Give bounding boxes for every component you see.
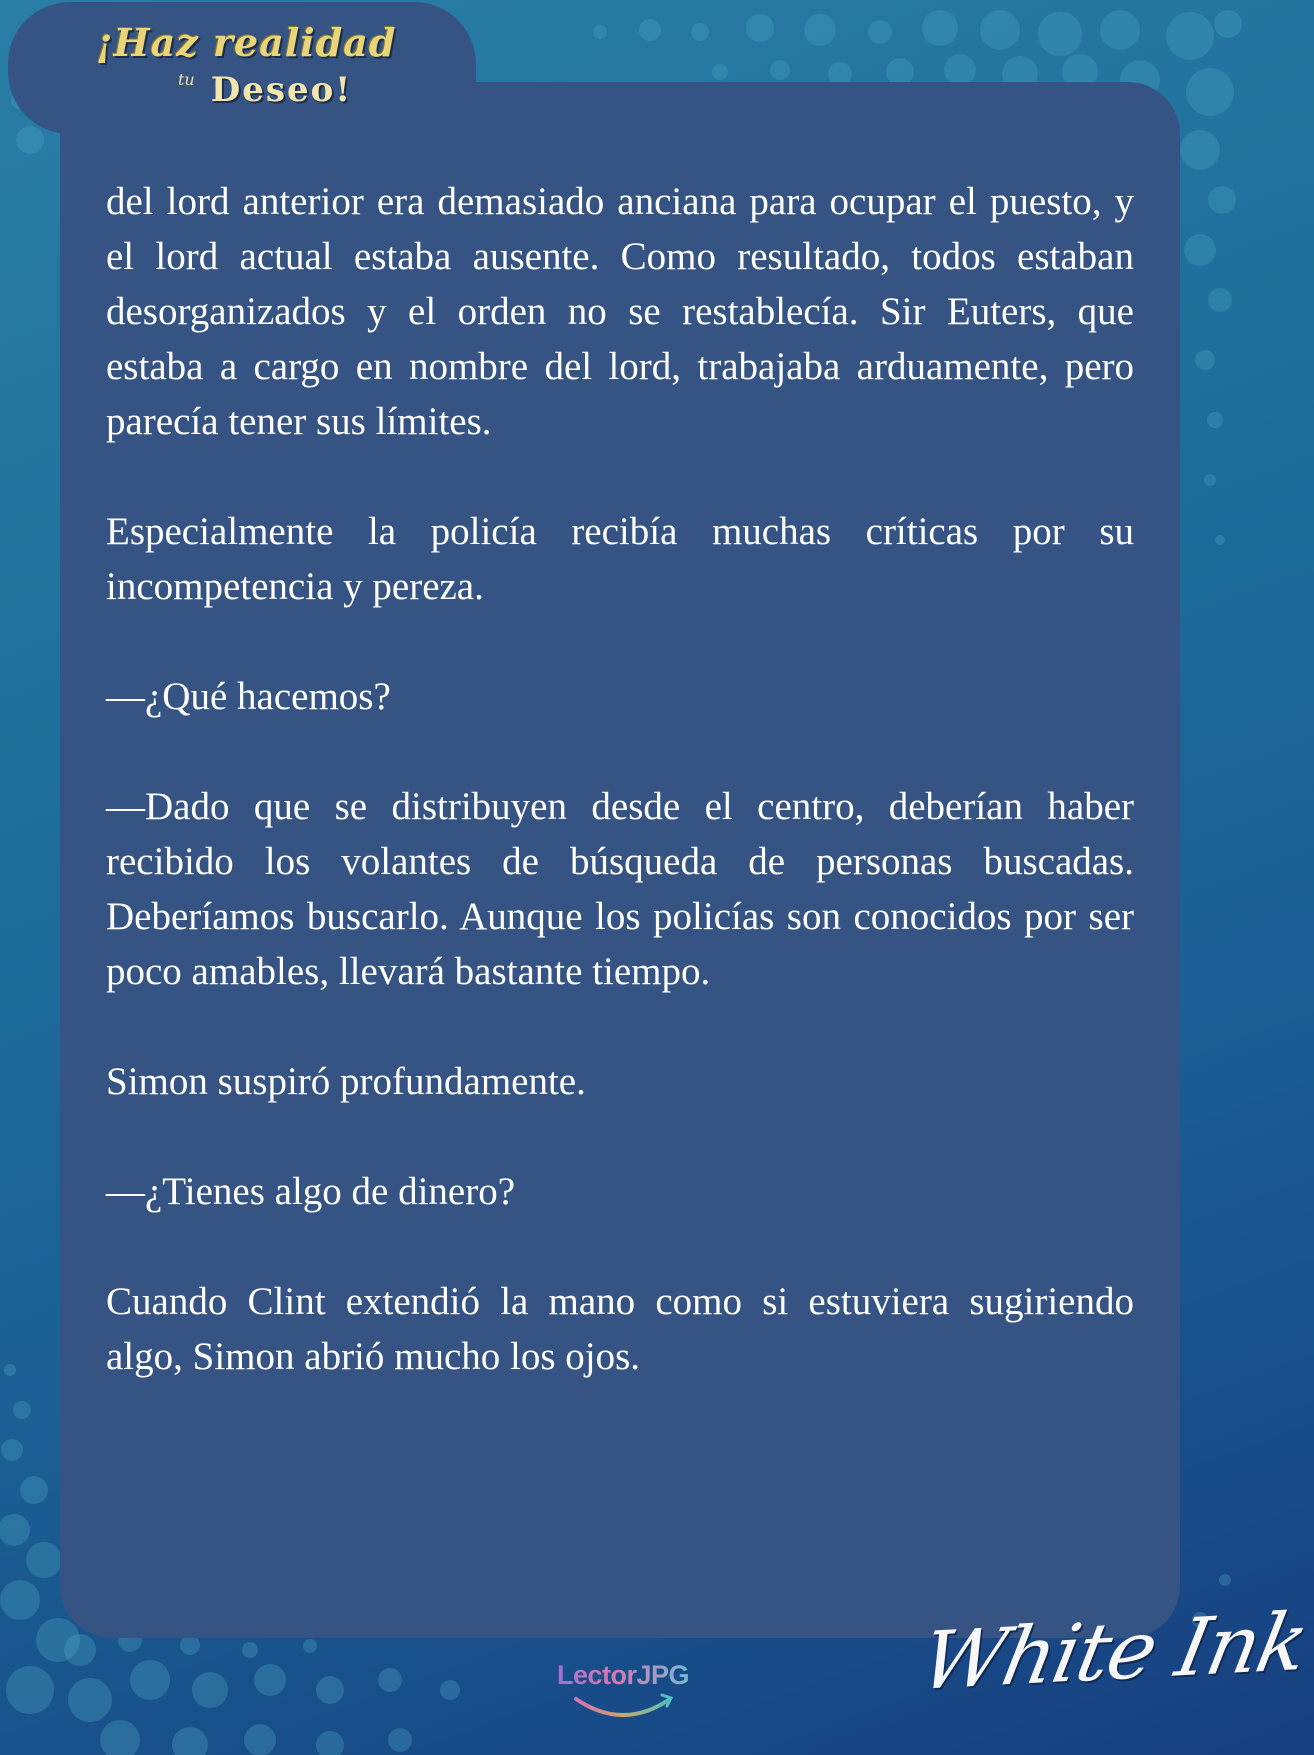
paragraph: —¿Tienes algo de dinero? [106, 1170, 516, 1213]
logo-haz-realidad-tu-deseo [60, 8, 400, 128]
smile-arc-icon [568, 1691, 678, 1725]
paragraph: —Dado que se distribuyen desde el centro, deberían haber recibido los volantes de búsqueda de personas buscadas. Deberíamos buscarlo. Aunque los policías son conocidos por ser poco amables, llevará bastante tiempo. [106, 785, 1134, 993]
paragraph: —¿Qué hacemos? [106, 675, 391, 718]
white-ink-signature: White Ink [913, 1595, 1314, 1708]
logo-line-2 [178, 70, 352, 110]
logo-small-word: tu [178, 70, 195, 89]
paragraph: del lord anterior era demasiado anciana para ocupar el puesto, y el lord actual estaba ausente. Como resultado, todos estaban desorganizados y el orden no se restablecía. Sir Euters, que estaba a cargo en nombre del lord, trabajaba arduamente, pero parecía tener sus límites. [106, 180, 1134, 443]
lectorjpg-text: LectorJPG [548, 1660, 698, 1691]
paragraph: Cuando Clint extendió la mano como si estuviera sugiriendo algo, Simon abrió mucho los ojos. [106, 1280, 1134, 1378]
logo-line-1: ¡Haz realidad [96, 20, 397, 65]
paragraph: Especialmente la policía recibía muchas críticas por su incompetencia y pereza. [106, 510, 1134, 608]
story-text [106, 174, 1134, 1439]
paragraph: Simon suspiró profundamente. [106, 1060, 586, 1103]
lectorjpg-watermark [548, 1660, 698, 1730]
logo-big-word: Deseo! [210, 70, 353, 110]
